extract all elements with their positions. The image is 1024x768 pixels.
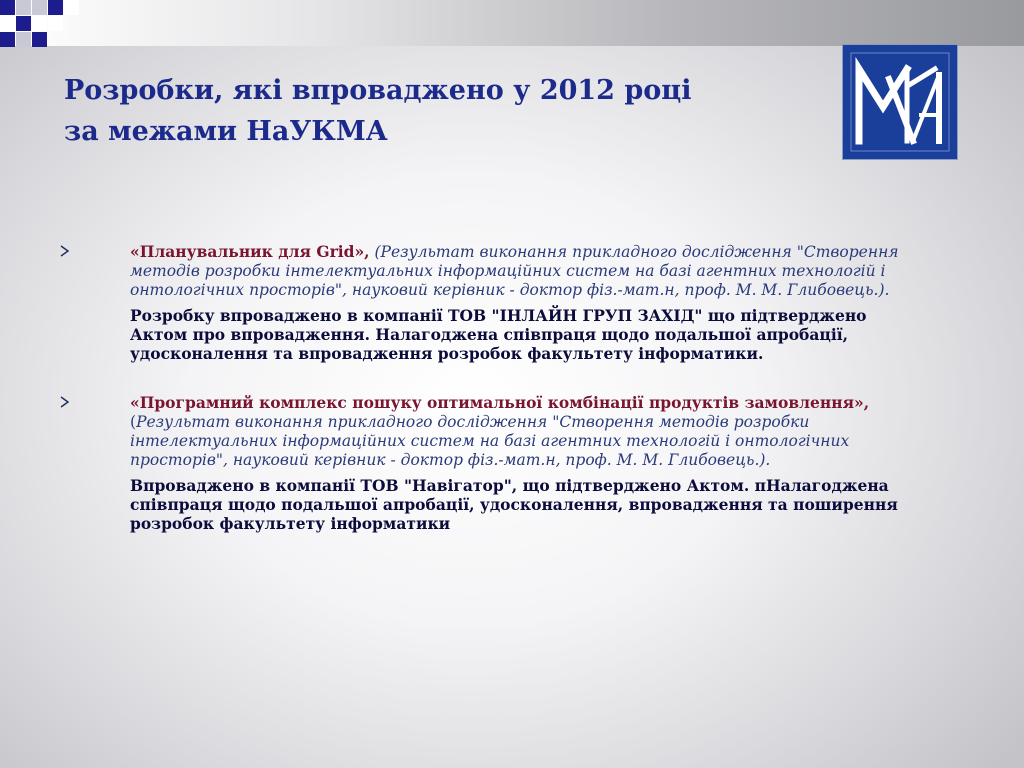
corner-square — [48, 0, 63, 15]
corner-square — [64, 0, 79, 15]
arrow-bullet-icon — [60, 245, 70, 257]
corner-square — [0, 0, 15, 15]
corner-square — [32, 32, 47, 47]
corner-square — [0, 32, 15, 47]
corner-square — [16, 32, 31, 47]
item-result: Впроваджено в компанії ТОВ "Навігатор", що підтверджено Актом. пНалагоджена співпраця щодо подальшої апробації, удосконалення, впровадження та поширення розробок факультету інформатики — [130, 476, 898, 533]
corner-square — [16, 0, 31, 15]
item-description — [130, 242, 960, 300]
corner-square — [0, 16, 15, 31]
title-line-1: Розробки, які впроваджено у 2012 році — [64, 75, 692, 106]
corner-square — [32, 16, 47, 31]
item-lead: «Планувальник для Grid», — [130, 242, 370, 261]
title-line-2: за межами НаУКМА — [64, 116, 388, 147]
item-description-text: (Результат виконання прикладного дослідження "Створення методів розробки інтелектуальних інформаційних систем на базі агентних технологій і онтологічних просторів", науковий керівник - доктор фіз.-мат.н, проф. М. М. Глибовець.). — [130, 243, 899, 299]
corner-square — [32, 0, 47, 15]
slide-title — [64, 70, 824, 152]
content-area — [60, 242, 960, 533]
arrow-bullet-icon — [60, 396, 70, 408]
corner-square — [48, 16, 63, 31]
item-lead: «Програмний комплекс пошуку оптимальної комбінації продуктів замовлення», — [130, 393, 870, 412]
list-item — [60, 393, 960, 533]
list-item — [60, 242, 960, 363]
item-description-text: Результат виконання прикладного дослідження "Створення методів розробки інтелектуальних інформаційних систем на базі агентних технологій і онтологічних просторів", науковий керівник - доктор фіз.-мат.н, проф. М. М. Глибовець.). — [130, 413, 850, 469]
item-result: Розробку впроваджено в компанії ТОВ "ІНЛАЙН ГРУП ЗАХІД" що підтверджено Актом про впровадження. Налагоджена співпраця щодо подальшої апробації, удосконалення та впровадження розробок факультету інформатики. — [130, 306, 867, 363]
item-description — [130, 393, 960, 470]
top-bar — [0, 0, 1024, 46]
corner-square — [16, 16, 31, 31]
item-paren: ( — [130, 413, 137, 431]
ukma-logo-icon — [843, 45, 957, 159]
